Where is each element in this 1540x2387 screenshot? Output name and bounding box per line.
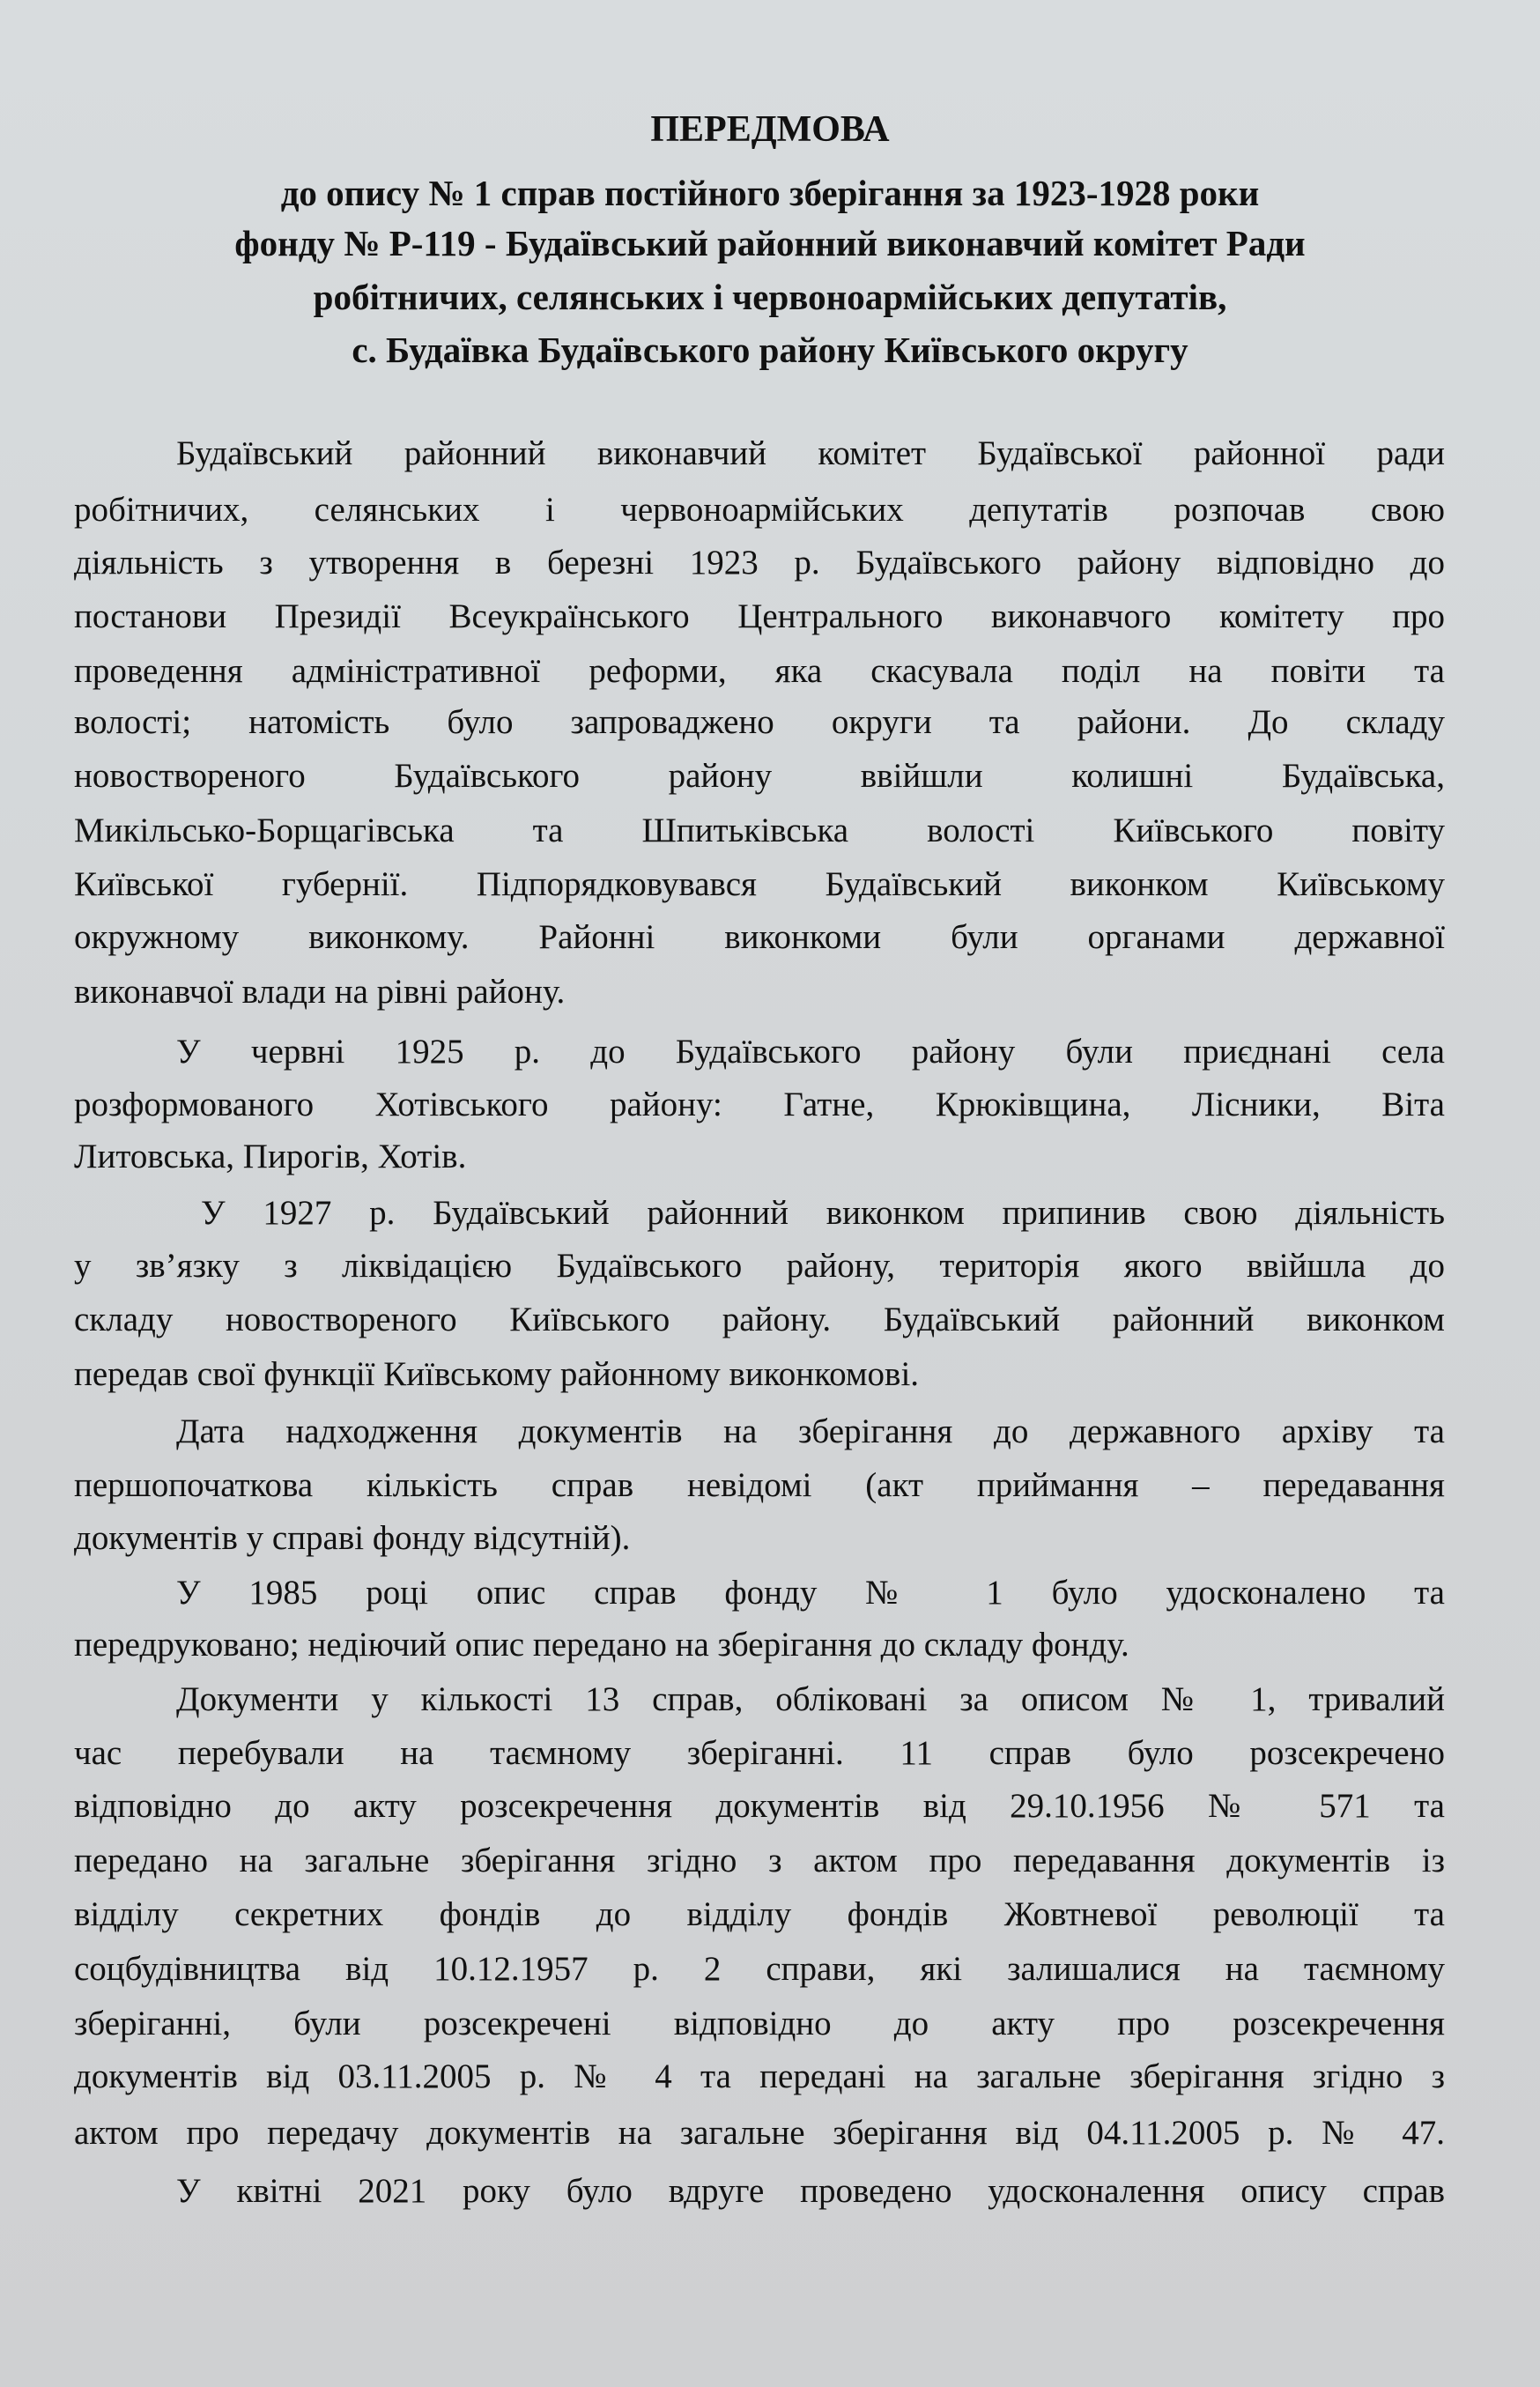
text-line: Документи у кількості 13 справ, обліковані за описом № 1, тривалий xyxy=(176,1680,1445,1718)
text-line: першопочаткова кількість справ невідомі (акт приймання – передавання xyxy=(74,1466,1445,1504)
text-line: У 1927 р. Будаївський районний виконком припинив свою діяльність xyxy=(201,1194,1445,1232)
text-line: Київської губернії. Підпорядковувався Будаївський виконком Київському xyxy=(74,865,1445,903)
text-line: У квітні 2021 року було вдруге проведено удосконалення опису справ xyxy=(176,2172,1445,2210)
text-line: новоствореного Будаївського району ввійшли колишні Будаївська, xyxy=(74,757,1445,795)
text-line: окружному виконкому. Районні виконкоми були органами державної xyxy=(74,918,1445,956)
text-line: постанови Президії Всеукраїнського Центрального виконавчого комітету про xyxy=(74,597,1445,635)
text-line: передав свої функції Київському районному виконкомові. xyxy=(74,1355,920,1393)
text-line: час перебували на таємному зберіганні. 11 справ було розсекречено xyxy=(74,1734,1445,1772)
subtitle-line: до опису № 1 справ постійного зберігання за 1923-1928 роки xyxy=(280,173,1260,213)
text-line: Литовська, Пирогів, Хотів. xyxy=(74,1138,467,1175)
text-line: передано на загальне зберігання згідно з актом про передавання документів із xyxy=(74,1842,1445,1879)
subtitle-line: фонду № Р-119 - Будаївський районний виконавчий комітет Ради xyxy=(234,223,1306,263)
subtitle-line: робітничих, селянських і червоноармійських депутатів, xyxy=(313,277,1227,317)
text-line: зберіганні, були розсекречені відповідно до акту про розсекречення xyxy=(74,2005,1445,2042)
text-line: складу новоствореного Київського району. Будаївський районний виконком xyxy=(74,1301,1445,1338)
text-line: у зв’язку з ліквідацією Будаївського району, територія якого ввійшла до xyxy=(74,1247,1445,1285)
text-line: проведення адміністративної реформи, яка скасувала поділ на повіти та xyxy=(74,652,1445,690)
text-line: У 1985 році опис справ фонду № 1 було удосконалено та xyxy=(176,1574,1445,1612)
subtitle-line: с. Будаївка Будаївського району Київського округу xyxy=(352,330,1188,370)
text-line: відділу секретних фондів до відділу фондів Жовтневої революції та xyxy=(74,1895,1445,1933)
text-line: робітничих, селянських і червоноармійських депутатів розпочав свою xyxy=(74,491,1445,529)
text-line: документів у справі фонду відсутній). xyxy=(74,1519,631,1557)
text-line: Дата надходження документів на зберігання до державного архіву та xyxy=(176,1412,1445,1450)
text-line: соцбудівництва від 10.12.1957 р. 2 справи, які залишалися на таємному xyxy=(74,1950,1445,1988)
text-line: Микільсько-Борщагівська та Шпитьківська волості Київського повіту xyxy=(74,812,1445,849)
text-line: діяльність з утворення в березні 1923 р. Будаївського району відповідно до xyxy=(74,544,1445,582)
text-line: передруковано; недіючий опис передано на зберігання до складу фонду. xyxy=(74,1626,1129,1664)
text-line: Будаївський районний виконавчий комітет Будаївської районної ради xyxy=(176,434,1445,472)
text-line: відповідно до акту розсекречення документів від 29.10.1956 № 571 та xyxy=(74,1787,1445,1825)
text-line: виконавчої влади на рівні району. xyxy=(74,973,566,1011)
document-title: ПЕРЕДМОВА xyxy=(650,109,890,150)
text-line: У червні 1925 р. до Будаївського району були приєднані села xyxy=(176,1033,1445,1071)
text-line: розформованого Хотівського району: Гатне, Крюківщина, Лісники, Віта xyxy=(74,1086,1445,1123)
text-line: документів від 03.11.2005 р. № 4 та передані на загальне зберігання згідно з xyxy=(74,2057,1445,2095)
text-line: волості; натомість було запроваджено округи та райони. До складу xyxy=(74,703,1445,741)
text-line: актом про передачу документів на загальне зберігання від 04.11.2005 р. № 47. xyxy=(74,2114,1445,2152)
